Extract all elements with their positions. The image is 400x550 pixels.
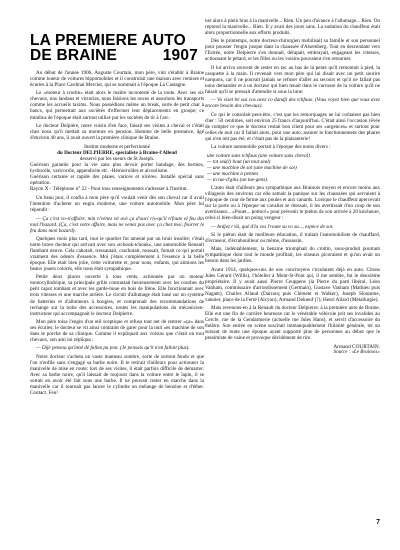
list-item: — in tue-d'gins (un tue-gens).: [207, 176, 269, 183]
title-line-1: LA PREMIERE AUTO: [30, 32, 186, 49]
list-item: une voiture sans tchfaux (une voiture sans cheval): [207, 152, 310, 159]
ad-line: Guérison certaine et rapide des plaies, varices et ulcères. Installé spécial sans opération.: [30, 174, 204, 187]
left-column: [30, 70, 204, 532]
title-year: 1907: [162, 46, 198, 64]
ad-line: Institut moderne et perfectionné: [84, 143, 150, 150]
list-item: — une machine à pennes: [207, 170, 259, 177]
ad-line: Guérison garantie pour la vie sans plus devoir porter bandage, des hernies, hydrocèle, varicocèle, appendicite etc. -Hémorroïdes et alcoolisme.: [30, 162, 204, 175]
dialect-quote: — Ça c'est vo-n'affaire, min n'vénez nè avè ça d'ouci ris-qu'il n'foute el feu din tout l'bazard. (Ça, c'est votre affaire, mais ne venez pas avec ça chez moi, fourrer le feu dans mon bazard).: [30, 215, 204, 234]
source-credit: Source : «Le Brainois»: [333, 349, 380, 355]
paragraph: Il lui arriva souvent de rester en rac au bas de la pente qu'il remontait à pied, la casquette à la main. Il revenait vers mon père qui lui disait avec un petit sourire narquois, car il ne pouvait jamais se refuser d'aller au secours et qu'il ne fallait pas nous demander et à un docteur qui bien tenait dans le carrosse de la voiture qu'il ne faisait qu'il se pressait d'attendre si sous la lune:: [205, 64, 380, 95]
paragraph: Avant 1914, quelques-uns de nos concitoyens circulaient déjà en auto. Citons Jules Gérard (Willis), l'hôtelier à Mont-St-Pont qui, il me semble, fut le deuxième propriétaire. Il y avait aussi Pierre Ceuppens (la Pierre du parti libéral, Léon Vanham, commissaire d'arrondissement (Germain), Gustave Vanham (Mathieu puis Nagant), Charles Allaud (Darracq puis Clément et Walker), Joseph Sloumme, vannier, place de la Ferté (Alcyon), Armand Delneuf (?), Henri Allard (Métallurgie).: [205, 266, 380, 303]
paragraph: Dès le printemps, notre docteur-chirurgien mobilisait sa famille et son personnel pour pousser l'engin jusque dans la chaussée d'Alsemberg. Tout en descendant vers l'Estrée, notre Delpierre s'en donnait, dérapait, embrayait, engageant les vitesses, actionnant le pétard, et les filles ou les voisins pouvaient s'en retourner.: [205, 38, 380, 63]
paragraph: Au début de l'année 1906, Auguste Courtain, mon père, vint s'établir à Braine comme loueur de voitures hippomobiles et il construisit une maison avec remises et écuries à la Place Cardinal Mercier, qui se nommait à l'époque La Castagne.: [30, 70, 204, 89]
right-column: [205, 18, 380, 523]
ad-line: desservi par les soeurs de St Joseph.: [79, 155, 155, 162]
paragraph: La voiture automobile portait à l'époque des noms divers :: [211, 144, 331, 151]
paragraph: Ce qui le consolait peut-être, c'est que les remorquages ne lui coûtaient pas bien cher : 50 centimes, soit environ 25 francs d'aujourd'hui. C'était ainsi l'occasion rêvée de compter ce que le docteur restait bon client pour ses «urgences» et surtout pour celles de nuit car il fallait alors, pour une auto, assurer le fonctionnement des phares qui n'en ont pas été, et c'était pas de la plaisanterie!: [205, 111, 380, 142]
author-signature: Armand COURTAIN.: [333, 343, 380, 350]
dialect-quote: — Dijè pensou qu'inné dé falleu pu pon. (Je pensais qu'il n'en fallait plus).: [36, 345, 190, 352]
car-names-list: [205, 153, 380, 183]
paragraph: Quelques mois plus tard, tout le quartier fut ameuté par un bruit insolite; c'était notre brave docteur qui arrivait avec son «tchouk-tchouk», une automobile Renault flambant neuve. Cela cahotait, tressautait, crachotait, toussait, fumait ce qui portait vraiment des odeurs d'essence. Moi j'étais complètement à l'essence à la belle époque. Elle était bien jolie, cette voiturette et, pour nous, enfants, qui aimions les beaux jouets colorés, elle nous était sympathique.: [30, 235, 204, 273]
article-title: [30, 34, 200, 63]
paragraph: ner alors à plein bras à la manivelle... Rien. Un peu d'avance à l'allumage... Rien. On reprend la manivelle... Rien. Il y avait des jours sans. La sudation du chauffeur était alors proportionnelle aux efforts produits.: [205, 18, 380, 37]
ad-line: Rayon X - Téléphone n° 22 - Pour tous renseignements s'adresser à l'Institut.: [30, 186, 188, 193]
dialect-quote: — Vo vizet bé oui vos avez co dandji des tchfaux. (Vous voyez bien que vous avez encore besoin des chevaux).: [205, 97, 380, 110]
paragraph: Mais revenons-en à la Renault du docteur Delpierre, à la première auto de Braine. Elle eut une fin de carrière heureuse car le vénérable véhicule prit ses invalides au Cercle, rue de la Gendarmerie (actuelle rue Jules Hans), et servit d'accessoire du théâtre. Son entrée en scène suscitait immanquablement l'hilarité générale, tel un sursaut de toute une époque ayant supporté plus de personnes au début que le pessimiste de vaine et provoque décidément de rire.: [205, 305, 380, 342]
list-item: — tot seù(l) bout (un tout seul): [207, 158, 271, 165]
paragraph: Mon père toisa l'engin d'un œil sceptique et refusa tout net de rentrer «ça» dans ses écuries; le docteur se vit ainsi contraint de garer pour la nuit «es machine de son dans le porche de sa clinique. Comme il expliquait aux voisins que c'était un tout chevaux, son ami lui répliqua :: [30, 318, 204, 343]
paragraph: Le docteur Delpière, notre voisin d'en face, faisait ses visites à cheval et c'était chez nous qu'il mettait sa monture en pension. Homme de belle prestance, âgé d'environ 40 ans, il avait ouvert la première clinique de Braine.: [30, 122, 204, 141]
paragraph: Petite deux places ouverte à tous vents, actionnée par un moteur monocylindrique, sa principale grille contrastait heureusement avec les courbes du petit capot tombant et avec les garde-boue en bois de frêne. Elle fonctionnait avec trois vitesses et une marche arrière. Le circuit d'allumage était basé sur un système de batteries et d'allumeurs à bougies, et comprenait des recommandations de rechange sur la boîte des accessoires, toutes les manipulations du mécanicien-instructeur qui accompagnait le docteur Delpierre.: [30, 274, 204, 317]
paragraph: L'auto était d'ailleurs peu sympathique aux Brainois moyen et encore moins aux villageois des environs car elle semait la panique sur les chaussées qui servaient à l'époque de cour de ferme aux poules et aux canards. Lorsque le chauffeur apercevait sur la porte ou à l'époque un cavalier se dressait, il les avertissait d'un coup de son avertisseur... «Pouet... pottoo!» pour prévenir le piéton de son arrivée à 20 km/heure, celui-ci bien-disait un poing vengeur :: [205, 185, 380, 222]
title-line-2: DE BRAINE: [30, 46, 118, 64]
paragraph: Le «moteur à crottin» était alors le maître incontesté de la route. Avec ses six chevaux, nos landaus et victorias, nous faisions les noces et assurions les transports comme les accueils taxims. Nous possédions même un break, sorte de petit char à bancs, qui permettait aux sociétés d'effectuer leur déplacements en groupe; ce minibus de l'époque était surtout utilisé par les sociétés de tir à l'arc.: [30, 90, 204, 121]
dialect-quote: — Ardjez r'éà, qué d'la vos l'route su vo su..., espèce de sot.: [211, 223, 334, 230]
paragraph: Mais, indéniablement, la benzine triomphait du crottin, sous-produit pourtant sympathique dont tout le monde profitait, les oiseaux picoraient et qu'on avait un besoin dans les jardins.: [205, 246, 380, 265]
paragraph: Notre docteur s'acheta un vaste manteau sombre, sorte de surtout fendu et que l'on n'enfile sans s'engagé sa barbe noire. Il le retirait d'ailleurs pour actionner la manivelle de mise en route; lors de ses visites, il était parfois difficile de démarrer. Avec sa barbe noire, qu'il laissait de toujours dans la voiture entre le lapin, il se sortait en avoir été fait sous une barbe. Il ne pouvait rester en marche dans la manivelle car il tournait pas lancer le cylindre un mélange de benzine et d'éther. Contact. Feu!: [30, 353, 204, 396]
clinic-advertisement: [30, 144, 204, 192]
paragraph: Si le piéton était de meilleure éducation, il traitait l'automobiliste de chauffard, d'écraseur, d'écrabouilleur ou même, d'assassin.: [205, 232, 380, 245]
page-number: 7: [376, 519, 380, 526]
list-item: — une machine dè sot (une machine de sot): [207, 164, 297, 171]
ad-line: du Docteur DELPIERRE, spécialiste à Braine-l'Alleud: [57, 149, 177, 156]
paragraph: Un beau jour, il confia à mon père qu'il voulait venir dès son cheval car il avait l'intention d'acheter un engin moderne, une voiture automobile. Mon père lui répondit :: [30, 195, 204, 214]
